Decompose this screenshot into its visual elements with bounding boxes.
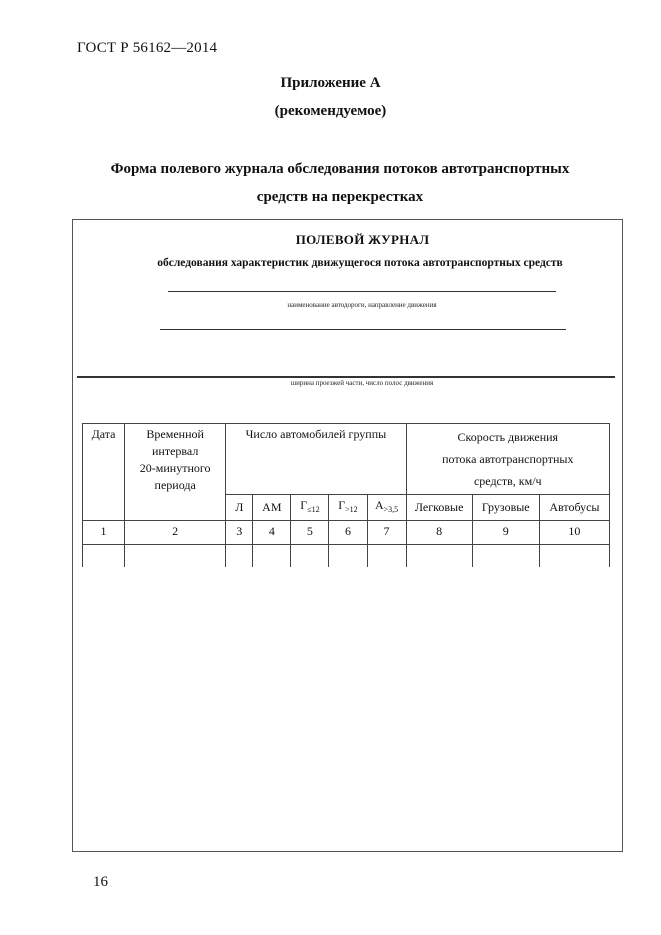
interval-line-4: периода bbox=[154, 478, 196, 492]
speed-line-2: потока автотранспортных bbox=[442, 452, 574, 466]
form-title bbox=[60, 155, 620, 211]
col-number: 1 bbox=[83, 521, 125, 545]
interval-line-2: интервал bbox=[152, 444, 199, 458]
speed-line-3: средств, км/ч bbox=[473, 474, 542, 488]
appendix-title: Приложение А bbox=[280, 75, 381, 91]
col-number: 10 bbox=[539, 521, 609, 545]
header-speed bbox=[406, 424, 609, 495]
empty-cell bbox=[83, 545, 125, 567]
empty-data-row bbox=[83, 545, 610, 567]
empty-cell bbox=[125, 545, 226, 567]
speed-line-1: Скорость движения bbox=[457, 430, 559, 444]
empty-cell bbox=[539, 545, 609, 567]
width-caption: ширина проезжей части, число полос движения bbox=[290, 379, 434, 387]
journal-subtitle: обследования характеристик движущегося потока автотранспортных средств bbox=[157, 257, 563, 269]
header-interval bbox=[125, 424, 226, 521]
road-name-line bbox=[168, 291, 556, 292]
empty-cell bbox=[329, 545, 367, 567]
col-number: 8 bbox=[406, 521, 472, 545]
road-name-line-2 bbox=[160, 329, 566, 330]
header-vehicle-group: Число автомобилей группы bbox=[226, 424, 406, 495]
col-number: 9 bbox=[472, 521, 539, 545]
interval-line-3: 20-минутного bbox=[139, 461, 211, 475]
col-number: 7 bbox=[367, 521, 406, 545]
sub-header-a: $А_{>3,5}$ bbox=[367, 495, 406, 521]
col-number: 2 bbox=[125, 521, 226, 545]
sub-header-g-gt12: $Г_{>12}$ bbox=[329, 495, 367, 521]
sub-header-buses: Автобусы bbox=[539, 495, 609, 521]
form-title-line-2: средств на перекрестках bbox=[256, 189, 424, 205]
sub-header-cars: Легковые bbox=[406, 495, 472, 521]
col-number: 3 bbox=[226, 521, 253, 545]
journal-table bbox=[82, 423, 610, 567]
sub-header-g-le12: $Г_{\le 12}$ bbox=[291, 495, 329, 521]
document-header: ГОСТ Р 56162—2014 bbox=[77, 40, 218, 56]
empty-cell bbox=[253, 545, 291, 567]
road-name-caption: наименование автодороги, направление движения bbox=[287, 301, 437, 309]
empty-cell bbox=[226, 545, 253, 567]
sub-header-trucks: Грузовые bbox=[472, 495, 539, 521]
page-number: 16 bbox=[93, 874, 108, 890]
header-date: Дата bbox=[83, 424, 125, 521]
empty-cell bbox=[291, 545, 329, 567]
empty-cell bbox=[367, 545, 406, 567]
interval-line-1: Временной bbox=[146, 427, 204, 441]
form-title-line-1: Форма полевого журнала обследования потоков автотранспортных bbox=[110, 161, 570, 177]
journal-title: ПОЛЕВОЙ ЖУРНАЛ bbox=[295, 232, 430, 247]
col-number: 4 bbox=[253, 521, 291, 545]
column-numbers-row bbox=[83, 521, 610, 545]
sub-header-am: АМ bbox=[253, 495, 291, 521]
empty-cell bbox=[472, 545, 539, 567]
appendix-subtitle: (рекомендуемое) bbox=[274, 103, 387, 119]
col-number: 5 bbox=[291, 521, 329, 545]
empty-cell bbox=[406, 545, 472, 567]
col-number: 6 bbox=[329, 521, 367, 545]
width-line bbox=[77, 376, 615, 378]
sub-header-l: Л bbox=[226, 495, 253, 521]
